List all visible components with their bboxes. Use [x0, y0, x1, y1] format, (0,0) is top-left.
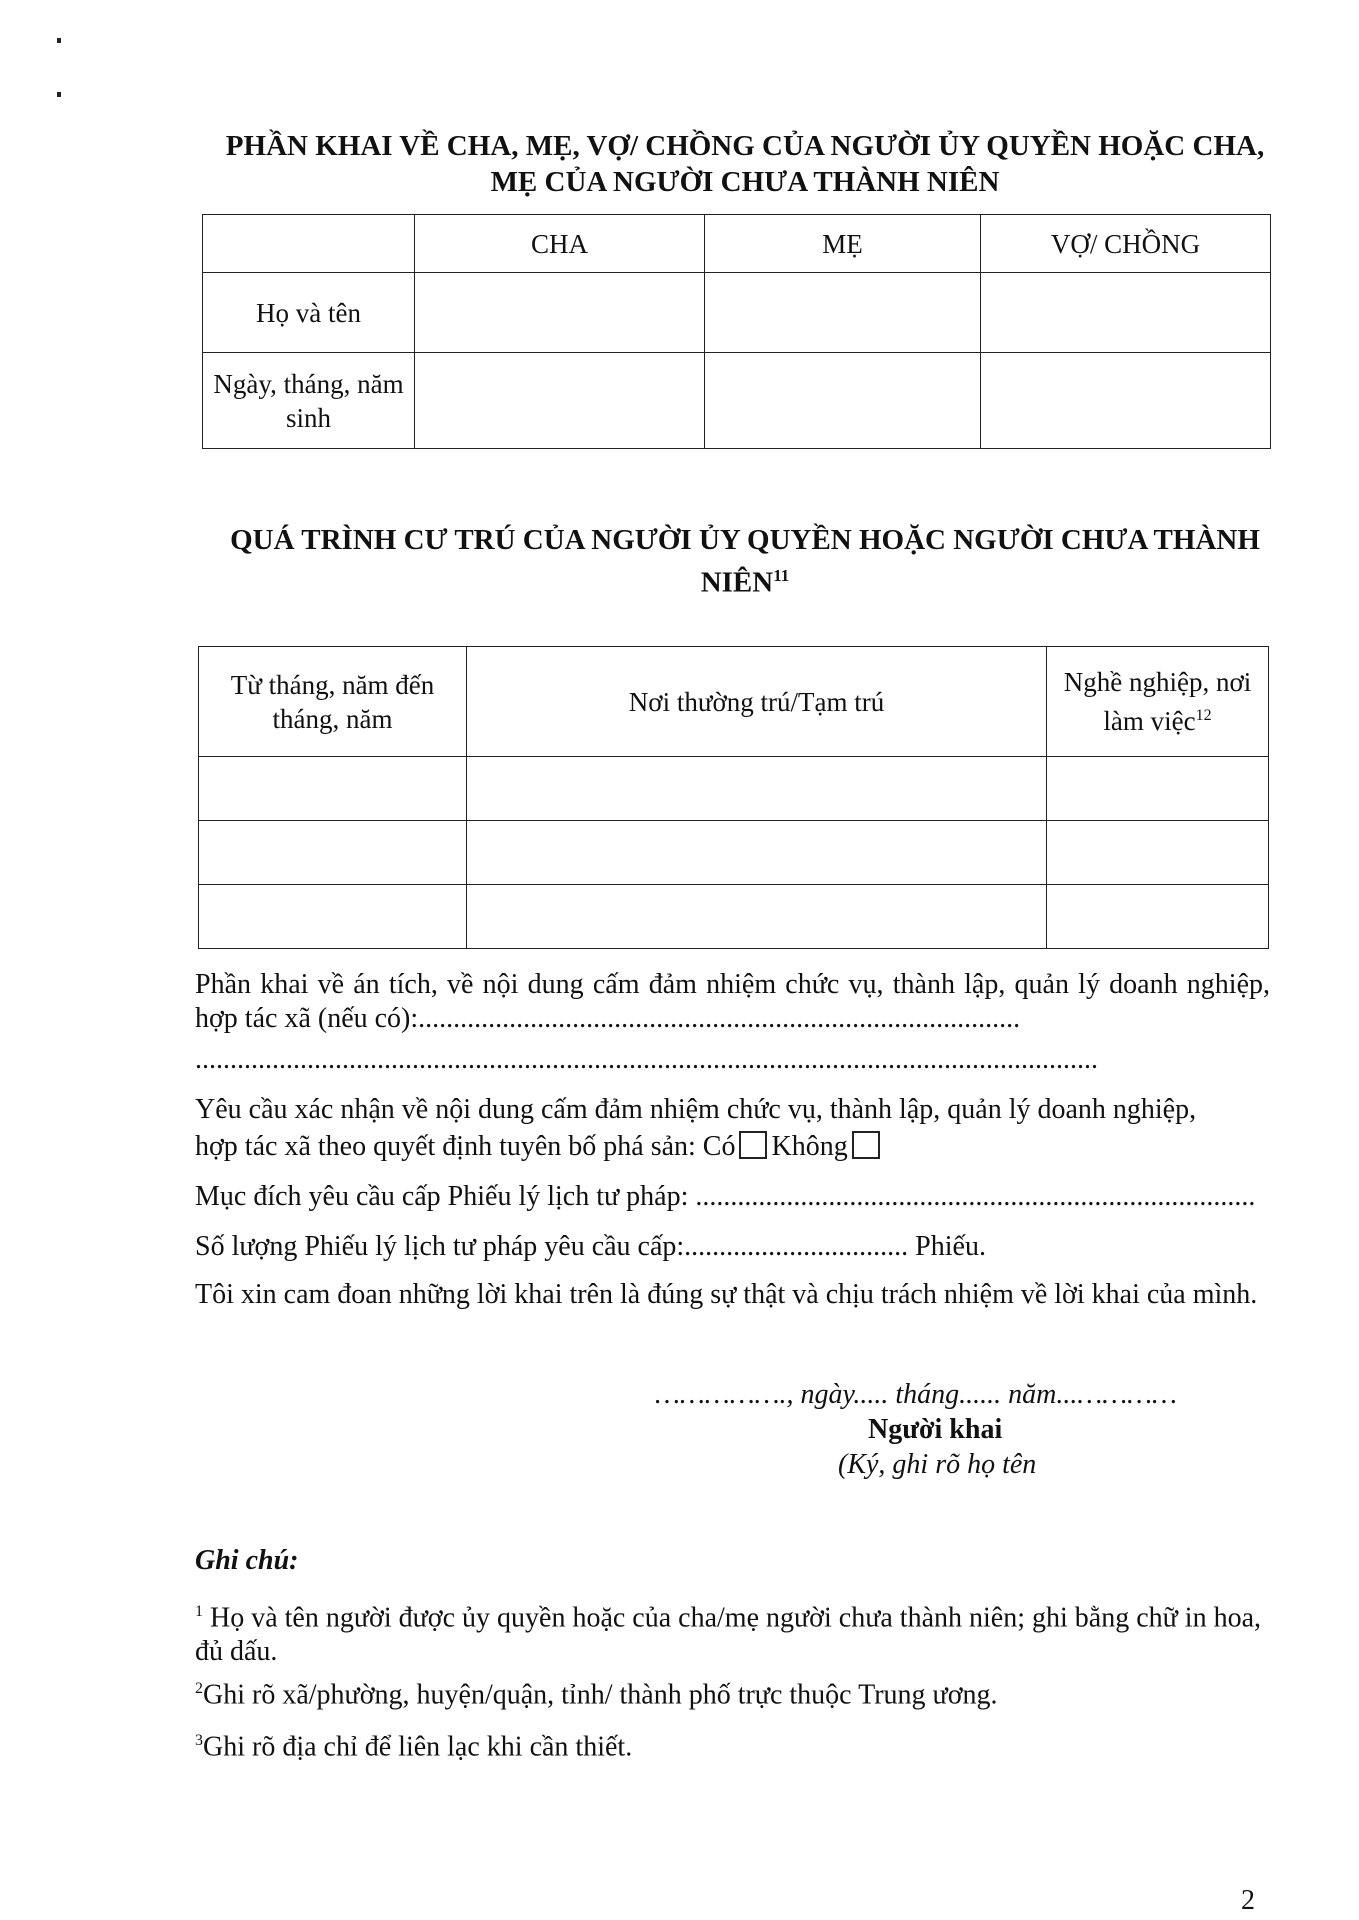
- mother-birthdate-cell[interactable]: [705, 353, 981, 449]
- header-father: CHA: [415, 215, 705, 273]
- yes-checkbox[interactable]: [739, 1131, 767, 1159]
- note-1-text: Họ và tên người được ủy quyền hoặc của cha/mẹ người chưa thành niên; ghi bằng chữ in hoa, đủ dấu.: [195, 1602, 1262, 1668]
- section1-title: [195, 128, 1295, 200]
- commitment-text: Tôi xin cam đoan những lời khai trên là đúng sự thật và chịu trách nhiệm về lời khai của mình.: [195, 1279, 1258, 1310]
- note-3-text: Ghi rõ địa chỉ để liên lạc khi cần thiết.: [203, 1731, 633, 1763]
- spouse-name-cell[interactable]: [981, 273, 1271, 353]
- father-name-cell[interactable]: [415, 273, 705, 353]
- spouse-birthdate-cell[interactable]: [981, 353, 1271, 449]
- row-label-birthdate: Ngày, tháng, năm sinh: [203, 353, 415, 449]
- residence-cell[interactable]: [467, 821, 1047, 885]
- request-text: hợp tác xã theo quyết định tuyên bố phá sản: Có: [195, 1131, 736, 1162]
- note-1: [195, 1595, 1270, 1669]
- mother-name-cell[interactable]: [705, 273, 981, 353]
- parents-table: [202, 214, 1271, 449]
- no-label: Không: [771, 1131, 848, 1162]
- corner-cell: [203, 215, 415, 273]
- period-cell[interactable]: [199, 821, 467, 885]
- occupation-cell[interactable]: [1047, 821, 1269, 885]
- section1-title-line2: MẸ CỦA NGƯỜI CHƯA THÀNH NIÊN: [490, 166, 1000, 198]
- note-3-marker: 3: [195, 1732, 203, 1749]
- scan-mark: [57, 92, 61, 97]
- quantity-field[interactable]: Số lượng Phiếu lý lịch tư pháp yêu cầu cấp:................................ Phiếu.: [195, 1231, 986, 1262]
- section2-title: [195, 522, 1295, 601]
- footnote-ref-12: 12: [1195, 707, 1212, 724]
- header-mother: MẸ: [705, 215, 981, 273]
- signature-instruction: (Ký, ghi rõ họ tên: [838, 1449, 1037, 1480]
- header-period: Từ tháng, năm đến tháng, năm: [199, 647, 467, 757]
- section2-title-text: NIÊN: [700, 566, 774, 599]
- purpose-field[interactable]: Mục đích yêu cầu cấp Phiếu lý lịch tư pháp: ................................................................................: [195, 1181, 1256, 1212]
- criminal-record-field[interactable]: Phần khai về án tích, về nội dung cấm đảm nhiệm chức vụ, thành lập, quản lý doanh nghiệp, hợp tác xã (nếu có):......................................................................................: [195, 969, 1270, 1034]
- notes-title: Ghi chú:: [195, 1545, 299, 1576]
- scan-mark: [57, 38, 61, 43]
- period-cell[interactable]: [199, 757, 467, 821]
- father-birthdate-cell[interactable]: [415, 353, 705, 449]
- note-1-marker: 1: [195, 1603, 203, 1620]
- note-3: [195, 1724, 1270, 1764]
- header-occupation: [1047, 647, 1269, 757]
- no-checkbox[interactable]: [852, 1131, 880, 1159]
- section1-title-line1: PHẦN KHAI VỀ CHA, MẸ, VỢ/ CHỒNG CỦA NGƯỜI ỦY QUYỀN HOẶC CHA,: [225, 130, 1265, 162]
- section2-title-line2: [195, 558, 1295, 601]
- occupation-cell[interactable]: [1047, 885, 1269, 949]
- criminal-record-extra-line[interactable]: .................................................................................................................................: [195, 1044, 1098, 1075]
- note-2-text: Ghi rõ xã/phường, huyện/quận, tỉnh/ thành phố trực thuộc Trung ương.: [203, 1679, 998, 1711]
- section2-title-line1: QUÁ TRÌNH CƯ TRÚ CỦA NGƯỜI ỦY QUYỀN HOẶC NGƯỜI CHƯA THÀNH: [230, 524, 1260, 556]
- header-spouse: VỢ/ CHỒNG: [981, 215, 1271, 273]
- residence-cell[interactable]: [467, 757, 1047, 821]
- request-text-line2: [195, 1130, 884, 1164]
- note-2: [195, 1672, 1270, 1712]
- page-number: 2: [1241, 1885, 1255, 1916]
- row-label-fullname: Họ và tên: [203, 273, 415, 353]
- footnote-ref-11: 11: [773, 566, 790, 585]
- header-residence: Nơi thường trú/Tạm trú: [467, 647, 1047, 757]
- occupation-cell[interactable]: [1047, 757, 1269, 821]
- header-occupation-text: Nghề nghiệp, nơi làm việc: [1063, 667, 1252, 736]
- signer-label: Người khai: [868, 1414, 1003, 1445]
- date-line[interactable]: ……………., ngày..... tháng...... năm...…………: [655, 1379, 1177, 1410]
- request-text-line1: Yêu cầu xác nhận về nội dung cấm đảm nhiệm chức vụ, thành lập, quản lý doanh nghiệp,: [195, 1094, 1197, 1125]
- period-cell[interactable]: [199, 885, 467, 949]
- note-2-marker: 2: [195, 1680, 203, 1697]
- residence-cell[interactable]: [467, 885, 1047, 949]
- residence-table: [198, 646, 1269, 949]
